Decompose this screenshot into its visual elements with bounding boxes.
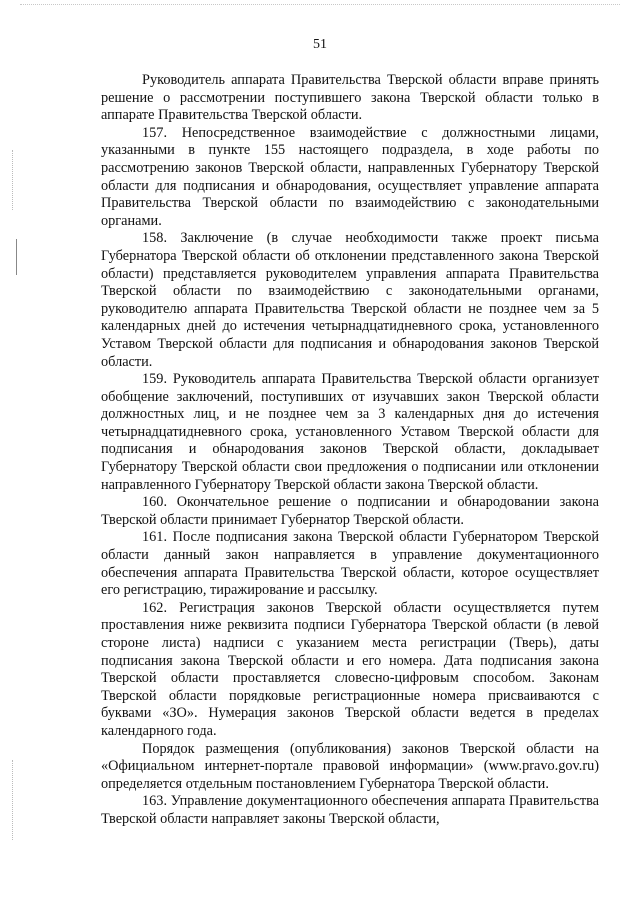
scan-top-edge (20, 4, 620, 5)
paragraph: 158. Заключение (в случае необходимости также проект письма Губернатора Тверской области об отклонении представленного закона Тверской области) представляется руководителем управления аппарата Правительства Тверской области по взаимодействию с законодательными органами, руководителю аппарата Правительства Тверской области не позднее чем за 5 календарных дней до истечения четырнадцатидневного срока, установленного Уставом Тверской области для подписания и обнародования законов Тверской области. (101, 230, 599, 370)
document-body (101, 72, 599, 829)
margin-mark (16, 239, 17, 275)
paragraph: 160. Окончательное решение о подписании и обнародовании закона Тверской области принимает Губернатор Тверской области. (101, 494, 599, 528)
paragraph: 163. Управление документационного обеспечения аппарата Правительства Тверской области направляет законы Тверской области, (101, 793, 599, 827)
paragraph: 159. Руководитель аппарата Правительства Тверской области организует обобщение заключений, поступивших от изучавших закон Тверской области должностных лиц, и не позднее чем за 3 календарных дня до истечения четырнадцатидневного срока, установленного Уставом Тверской области для подписания и обнародования законов Тверской области, докладывает Губернатору Тверской области свои предложения о подписании или отклонении направленного Губернатору Тверской области закона Тверской области. (101, 371, 599, 493)
paragraph: 157. Непосредственное взаимодействие с должностными лицами, указанными в пункте 155 настоящего подраздела, в ходе работы по рассмотрению законов Тверской области, направленных Губернатору Тверской области для подписания и обнародования, осуществляет управление аппарата Правительства Тверской области по взаимодействию с законодательными органами. (101, 124, 599, 229)
page-number: 51 (313, 37, 327, 52)
scan-edge-artifact (12, 150, 15, 210)
scan-edge-artifact (12, 760, 15, 840)
paragraph: 161. После подписания закона Тверской области Губернатором Тверской области данный закон направляется в управление документационного обеспечения аппарата Правительства Тверской области, которое осуществляет его регистрацию, тиражирование и рассылку. (101, 529, 599, 599)
paragraph: Порядок размещения (опубликования) законов Тверской области на «Официальном интернет-портале правовой информации» (www.pravo.gov.ru) определяется отдельным постановлением Губернатора Тверской области. (101, 740, 599, 792)
paragraph: Руководитель аппарата Правительства Тверской области вправе принять решение о рассмотрении поступившего закона Тверской области только в аппарате Правительства Тверской области. (101, 72, 599, 124)
paragraph: 162. Регистрация законов Тверской области осуществляется путем проставления ниже реквизита подписи Губернатора Тверской области (в левой стороне листа) надписи с указанием места регистрации (Тверь), даты подписания закона Тверской области и его номера. Дата подписания закона Тверской области проставляется словесно-цифровым способом. Законам Тверской области порядковые регистрационные номера присваиваются с буквами «ЗО». Нумерация законов Тверской области ведется в пределах календарного года. (101, 599, 599, 739)
